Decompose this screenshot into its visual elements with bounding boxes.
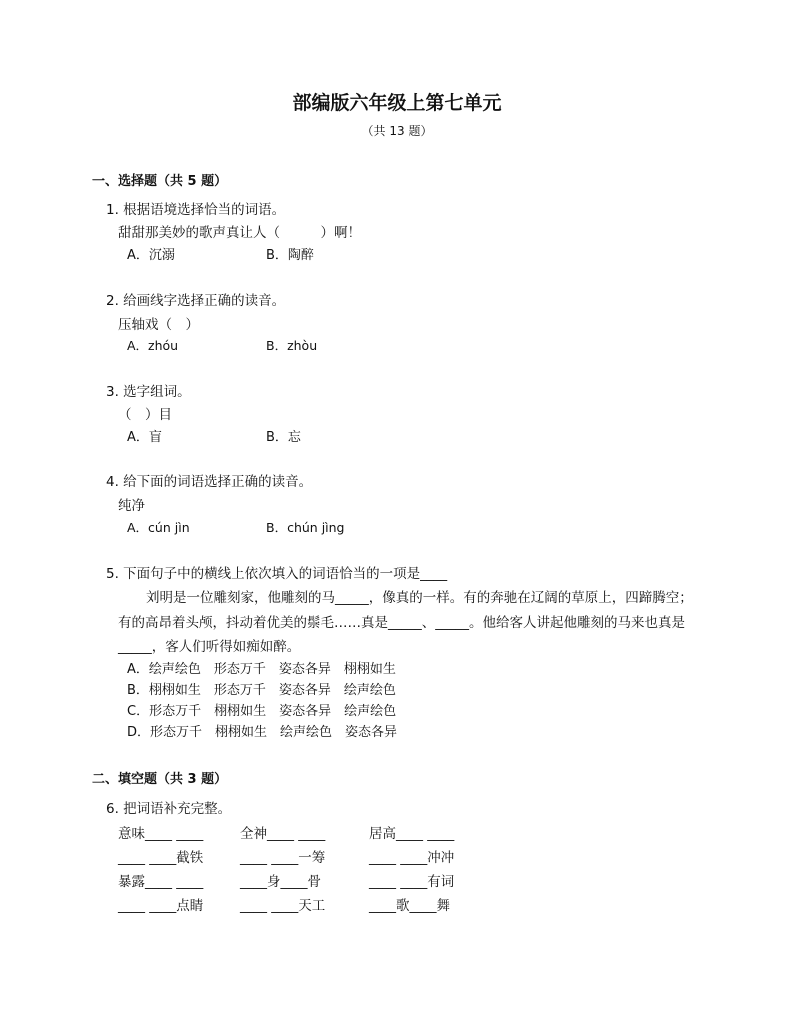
question-5-option-c[interactable]: C．形态万千 栩栩如生 姿态各异 绘声绘色 — [127, 704, 397, 719]
question-2-sentence: 压轴戏（ ） — [118, 317, 199, 333]
question-1-stem: 1. 根据语境选择恰当的词语。 — [106, 202, 286, 218]
question-2-option-b[interactable]: B．zhòu — [266, 338, 318, 353]
fill-blank-r2-c1[interactable]: ____ ____截铁 — [118, 850, 204, 866]
question-3-option-a[interactable]: A．盲 — [127, 430, 162, 445]
section-heading-choice: 一、选择题（共 5 题） — [92, 174, 228, 189]
question-4-option-a[interactable]: A．cún jìn — [127, 520, 190, 535]
question-5-option-d[interactable]: D．形态万千 栩栩如生 绘声绘色 姿态各异 — [127, 725, 398, 740]
question-2-option-a[interactable]: A．zhóu — [127, 338, 179, 353]
fill-blank-r4-c2[interactable]: ____ ____天工 — [240, 898, 326, 914]
question-5-option-b[interactable]: B．栩栩如生 形态万千 姿态各异 绘声绘色 — [127, 683, 396, 698]
fill-blank-r1-c3[interactable]: 居高____ ____ — [369, 826, 455, 842]
page-title: 部编版六年级上第七单元 — [292, 92, 502, 114]
question-1-option-a[interactable]: A．沉溺 — [127, 248, 175, 263]
question-3-sentence: （ ）目 — [118, 407, 172, 423]
fill-blank-r3-c2[interactable]: ____身____骨 — [240, 874, 321, 890]
question-5-passage-line-2: 有的高昂着头颅，抖动着优美的鬃毛……真是_____、_____。他给客人讲起他雕刻的马来也真是 — [118, 615, 685, 631]
question-1-option-b[interactable]: B．陶醉 — [266, 248, 314, 263]
fill-blank-r3-c1[interactable]: 暴露____ ____ — [118, 874, 204, 890]
question-3-option-b[interactable]: B．忘 — [266, 430, 301, 445]
question-4-option-b[interactable]: B．chún jìng — [266, 520, 345, 535]
question-4-sentence: 纯净 — [118, 498, 145, 514]
section-heading-fill: 二、填空题（共 3 题） — [92, 772, 228, 787]
fill-blank-r2-c2[interactable]: ____ ____一筹 — [240, 850, 326, 866]
question-6-stem: 6. 把词语补充完整。 — [106, 801, 232, 817]
question-count: （共 13 题） — [361, 124, 433, 138]
question-5-passage-line-3: _____，客人们听得如痴如醉。 — [118, 639, 301, 655]
question-5-stem: 5. 下面句子中的横线上依次填入的词语恰当的一项是____ — [106, 566, 448, 582]
fill-blank-r4-c3[interactable]: ____歌____舞 — [369, 898, 450, 914]
question-1-sentence: 甜甜那美妙的歌声真让人（ ）啊！ — [118, 225, 361, 241]
fill-blank-r1-c1[interactable]: 意味____ ____ — [118, 826, 204, 842]
question-2-stem: 2. 给画线字选择正确的读音。 — [106, 293, 286, 309]
fill-blank-r4-c1[interactable]: ____ ____点睛 — [118, 898, 204, 914]
fill-blank-r3-c3[interactable]: ____ ____有词 — [369, 874, 455, 890]
fill-blank-r2-c3[interactable]: ____ ____冲冲 — [369, 850, 455, 866]
fill-blank-r1-c2[interactable]: 全神____ ____ — [240, 826, 326, 842]
question-5-option-a[interactable]: A．绘声绘色 形态万千 姿态各异 栩栩如生 — [127, 662, 396, 677]
question-3-stem: 3. 选字组词。 — [106, 384, 191, 400]
question-5-passage-line-1: 刘明是一位雕刻家，他雕刻的马_____，像真的一样。有的奔驰在辽阔的草原上，四蹄腾空； — [146, 590, 693, 606]
question-4-stem: 4. 给下面的词语选择正确的读音。 — [106, 474, 313, 490]
